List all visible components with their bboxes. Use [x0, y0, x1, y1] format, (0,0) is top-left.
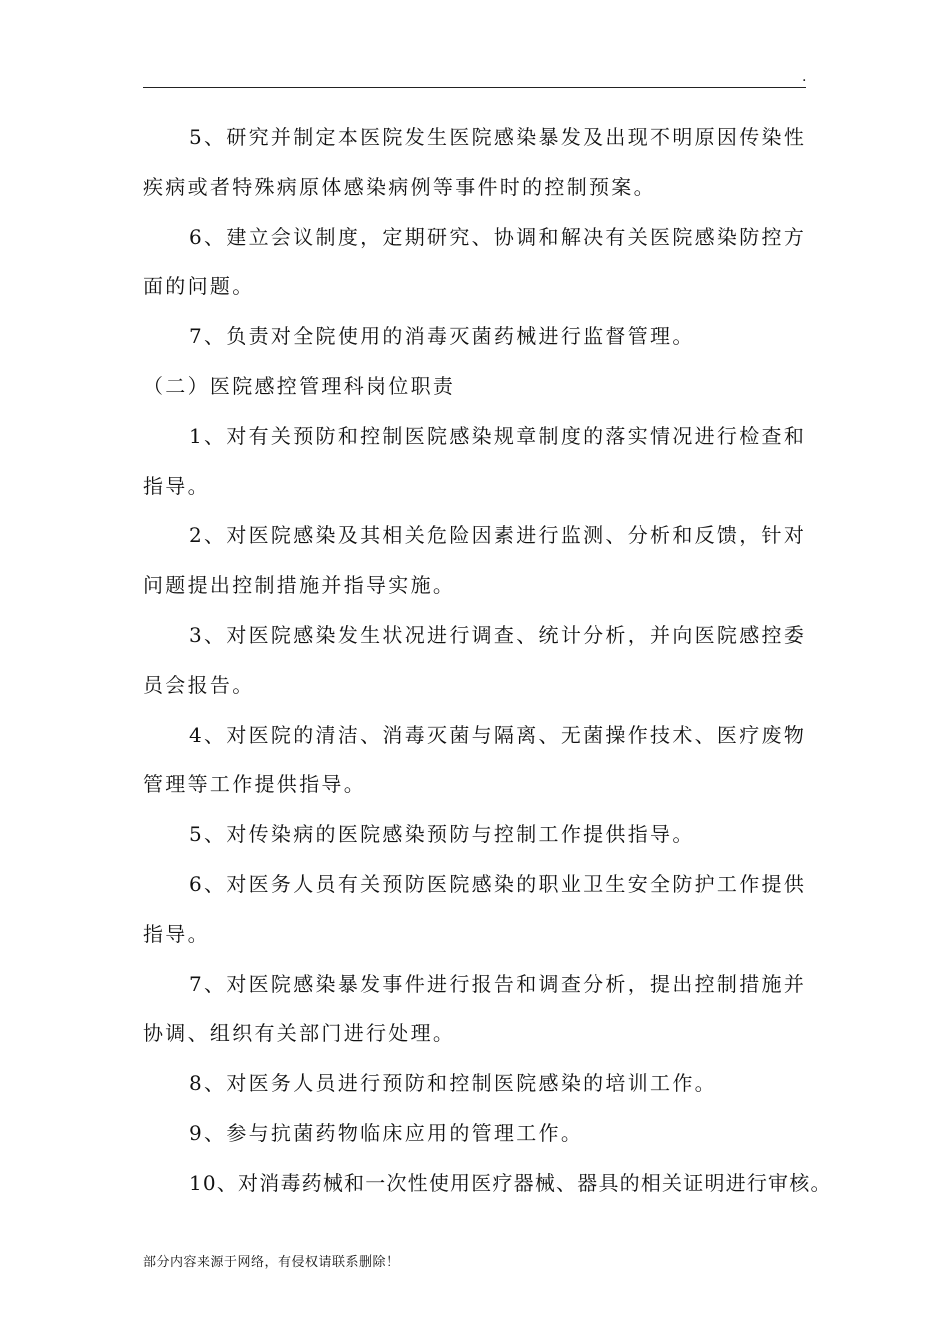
text-line: 指导。 [143, 473, 210, 498]
text-line: 5、研究并制定本医院发生医院感染暴发及出现不明原因传染性 [189, 125, 807, 149]
text-line: 指导。 [143, 921, 210, 946]
text-line: 5、对传染病的医院感染预防与控制工作提供指导。 [189, 822, 695, 847]
text-line: 6、建立会议制度，定期研究、协调和解决有关医院感染防控方 [189, 224, 807, 249]
text-line: 3、对医院感染发生状况进行调查、统计分析，并向医院感控委 [189, 622, 807, 647]
text-line: 10、对消毒药械和一次性使用医疗器械、器具的相关证明进行审核。 [189, 1170, 832, 1195]
text-line: 管理等工作提供指导。 [143, 772, 366, 797]
document-body [143, 113, 832, 1209]
section-heading: （二）医院感控管理科岗位职责 [143, 373, 456, 398]
text-line: 面的问题。 [143, 274, 255, 299]
footer-disclaimer: 部分内容来源于网络，有侵权请联系删除！ [143, 1255, 400, 1270]
text-line: 疾病或者特殊病原体感染病例等事件时的控制预案。 [143, 174, 656, 199]
text-line: 7、对医院感染暴发事件进行报告和调查分析，提出控制措施并 [189, 971, 807, 996]
text-line: 4、对医院的清洁、消毒灭菌与隔离、无菌操作技术、医疗废物 [189, 722, 807, 747]
text-line: 7、负责对全院使用的消毒灭菌药械进行监督管理。 [189, 324, 695, 349]
text-line: 1、对有关预防和控制医院感染规章制度的落实情况进行检查和 [189, 423, 807, 448]
text-line: 6、对医务人员有关预防医院感染的职业卫生安全防护工作提供 [189, 871, 807, 896]
text-line: 协调、组织有关部门进行处理。 [143, 1021, 456, 1046]
text-line: 员会报告。 [143, 672, 255, 697]
text-line: 2、对医院感染及其相关危险因素进行监测、分析和反馈，针对 [189, 523, 807, 548]
text-line: 8、对医务人员进行预防和控制医院感染的培训工作。 [189, 1071, 717, 1096]
text-line: 问题提出控制措施并指导实施。 [143, 573, 456, 598]
header-rule [143, 87, 806, 88]
text-line: 9、参与抗菌药物临床应用的管理工作。 [189, 1120, 584, 1145]
header-mark: . [802, 69, 807, 85]
